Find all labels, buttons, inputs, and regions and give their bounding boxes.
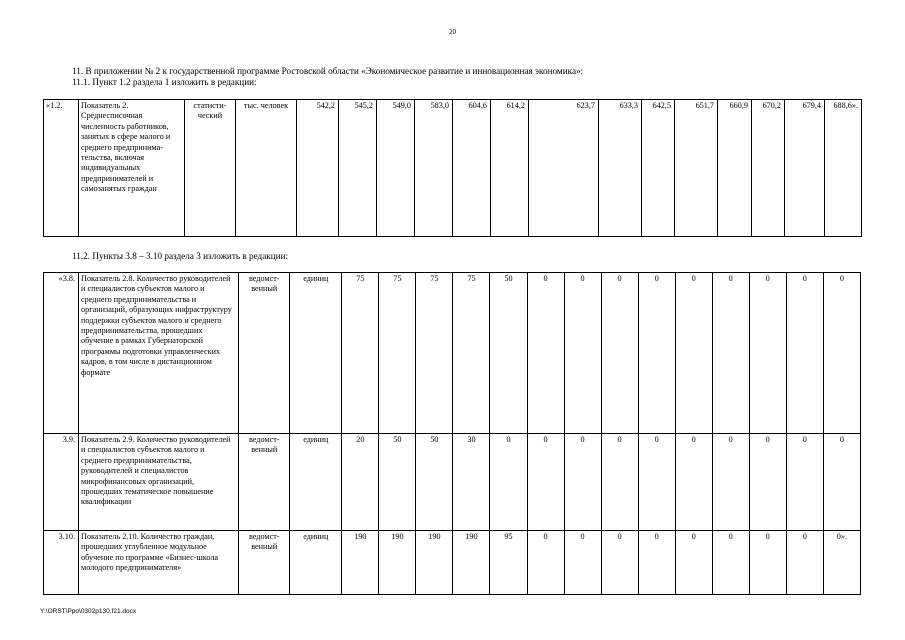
- value-cell: 95: [490, 531, 527, 595]
- value-cell: 0: [564, 531, 601, 595]
- indicator-type: ведомст-венный: [239, 273, 290, 434]
- value-cell: 0: [490, 434, 527, 531]
- value-cell: 0: [638, 273, 675, 434]
- value-cell: 190: [342, 531, 379, 595]
- value-cell: 75: [379, 273, 416, 434]
- indicator-type: ведомст-венный: [239, 434, 290, 531]
- value-cell: 0: [712, 434, 749, 531]
- table-row: [44, 434, 861, 531]
- value-cell: 30: [453, 434, 490, 531]
- indicator-name: Показатель 2. Среднесписочная численность работников, занятых в сфере малого и среднего предпринима-тельства, включая индивидуальных предпринимателей и самозанятых граждан: [79, 100, 185, 237]
- table-section-3: [43, 272, 861, 595]
- value-cell: 0: [638, 531, 675, 595]
- value-cell: 0: [527, 273, 564, 434]
- value-cell: 0: [527, 434, 564, 531]
- value-cell: 0: [786, 434, 823, 531]
- value-cell: 190: [453, 531, 490, 595]
- indicator-name: Показатель 2.9. Количество руководителей и специалистов субъектов малого и среднего предпринимательства, руководителей и специалистов микрофинансовых организаций, прошедших тематическое повышение квалификации: [79, 434, 239, 531]
- value-cell: 0: [675, 531, 712, 595]
- indicator-unit: единиц: [290, 273, 342, 434]
- intro-line-1: 11. В приложении № 2 к государственной программе Ростовской области «Экономическое развитие и инновационная экономика»:: [72, 66, 584, 76]
- table-row: [44, 273, 861, 434]
- indicator-unit: тыс. человек: [236, 100, 297, 237]
- value-cell: 0: [749, 434, 786, 531]
- value-cell: 583,0: [415, 100, 453, 237]
- value-cell: 679,4: [785, 100, 825, 237]
- value-cell: 0».: [823, 531, 860, 595]
- value-cell: 642,5: [642, 100, 675, 237]
- indicator-unit: единиц: [290, 531, 342, 595]
- value-cell: 0: [527, 531, 564, 595]
- value-cell: 50: [490, 273, 527, 434]
- value-cell: 0: [601, 273, 638, 434]
- value-cell: 20: [342, 434, 379, 531]
- indicator-name: Показатель 2.8. Количество руководителей и специалистов субъектов малого и среднего предпринимательства и организаций, образующих инфраструктуру поддержки субъектов малого и среднего предпринимательства, прошедших обучение в рамках Губернаторской программы подготовки управленческих кадров, в том числе в дистанционном формате: [79, 273, 239, 434]
- row-number: 3.10.: [44, 531, 79, 595]
- value-cell: 0: [823, 434, 860, 531]
- value-cell: 0: [749, 273, 786, 434]
- value-cell: 623,7: [529, 100, 599, 237]
- value-cell: 0: [823, 273, 860, 434]
- value-cell: 75: [453, 273, 490, 434]
- value-cell: 0: [675, 434, 712, 531]
- value-cell: 651,7: [675, 100, 718, 237]
- value-cell: 0: [675, 273, 712, 434]
- value-cell: 614,2: [491, 100, 529, 237]
- value-cell: 542,2: [297, 100, 339, 237]
- value-cell: 0: [601, 434, 638, 531]
- value-cell: 50: [416, 434, 453, 531]
- page-number: 20: [449, 28, 456, 36]
- value-cell: 190: [379, 531, 416, 595]
- row-number: «1.2.: [44, 100, 79, 237]
- value-cell: 0: [712, 273, 749, 434]
- value-cell: 0: [564, 434, 601, 531]
- value-cell: 633,3: [599, 100, 642, 237]
- indicator-type: статисти-ческий: [185, 100, 236, 237]
- value-cell: 604,6: [453, 100, 491, 237]
- value-cell: 75: [416, 273, 453, 434]
- value-cell: 670,2: [752, 100, 785, 237]
- table-row: [44, 531, 861, 595]
- value-cell: 50: [379, 434, 416, 531]
- value-cell: 0: [749, 531, 786, 595]
- value-cell: 0: [601, 531, 638, 595]
- indicator-type: ведомст-венный: [239, 531, 290, 595]
- value-cell: 545,2: [339, 100, 377, 237]
- value-cell: 0: [712, 531, 749, 595]
- indicator-name: Показатель 2.10. Количество граждан, прошедших углубленное модульное обучение по программе «Бизнес-школа молодого предпринимателя»: [79, 531, 239, 595]
- value-cell: 0: [786, 531, 823, 595]
- value-cell: 75: [342, 273, 379, 434]
- row-number: 3.9.: [44, 434, 79, 531]
- value-cell: 549,0: [377, 100, 415, 237]
- table-row: [44, 100, 862, 237]
- intro-line-2: 11.1. Пункт 1.2 раздела 1 изложить в редакции:: [72, 77, 257, 87]
- file-path-footer: Y:\ORST\Ppo\0302p130.f21.docx: [40, 608, 137, 615]
- value-cell: 688,6».: [825, 100, 862, 237]
- row-number: «3.8.: [44, 273, 79, 434]
- value-cell: 0: [564, 273, 601, 434]
- indicator-unit: единиц: [290, 434, 342, 531]
- value-cell: 660,9: [718, 100, 752, 237]
- table-section-1: [43, 99, 862, 237]
- value-cell: 190: [416, 531, 453, 595]
- value-cell: 0: [786, 273, 823, 434]
- value-cell: 0: [638, 434, 675, 531]
- section-2-heading: 11.2. Пункты 3.8 – 3.10 раздела 3 изложить в редакции:: [72, 251, 289, 261]
